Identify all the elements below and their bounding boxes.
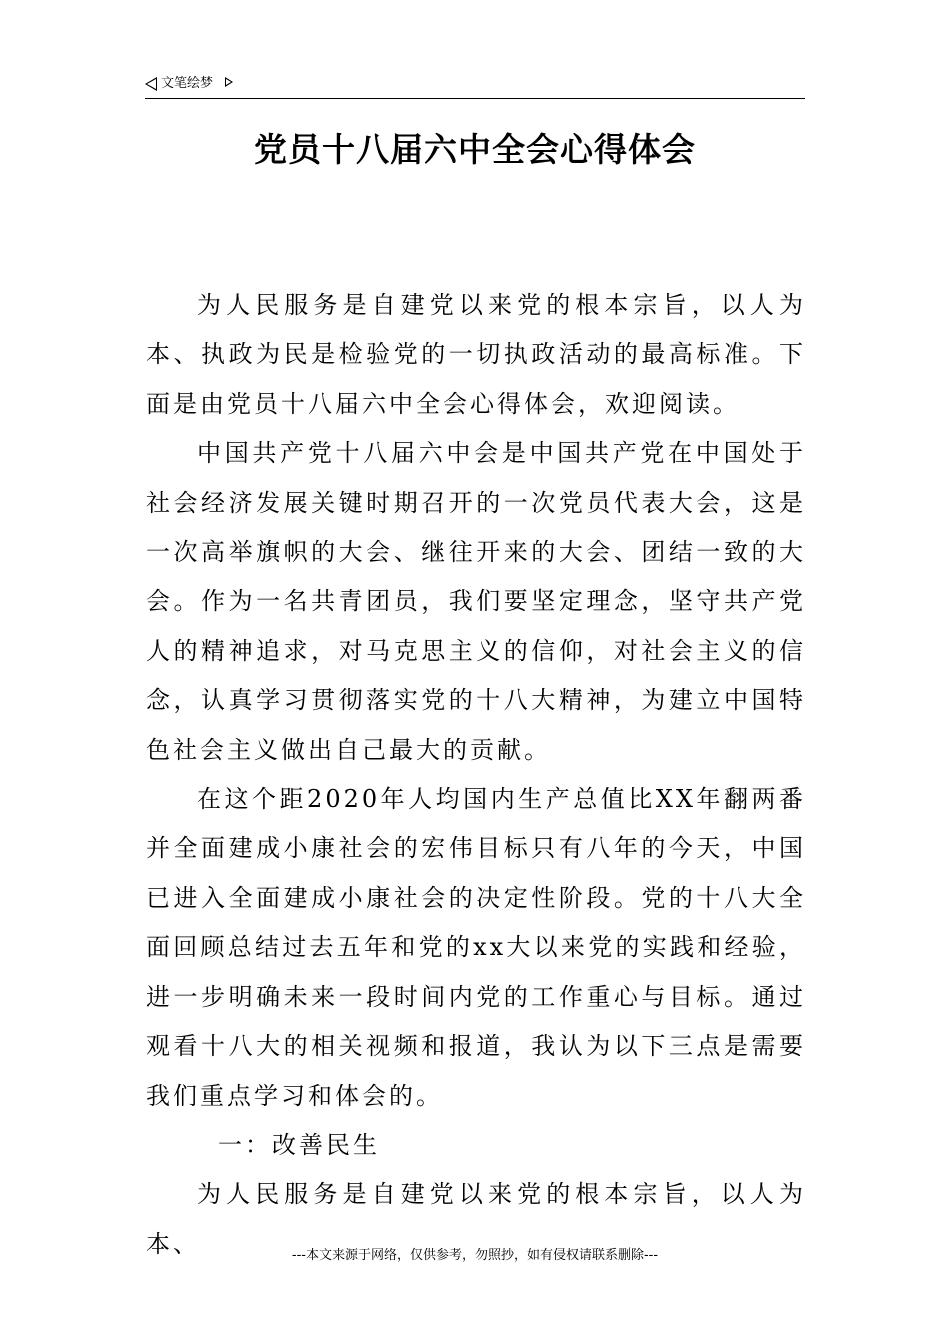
page-header	[145, 74, 805, 99]
header-brand	[145, 76, 233, 92]
paragraph: 在这个距2020年人均国内生产总值比XX年翻两番并全面建成小康社会的宏伟目标只有八年的今天，中国已进入全面建成小康社会的决定性阶段。党的十八大全面回顾总结过去五年和党的xx大以来党的实践和经验，进一步明确未来一段时间内党的工作重心与目标。通过观看十八大的相关视频和报道，我认为以下三点是需要我们重点学习和体会的。	[146, 785, 806, 1110]
footer-notice: ---本文来源于网络，仅供参考，勿照抄，如有侵权请联系删除---	[291, 1248, 659, 1263]
document-title: 党员十八届六中全会心得体会	[254, 130, 696, 169]
section-heading: 一：改善民生	[218, 1130, 380, 1159]
header-label: 文笔绘梦	[161, 76, 214, 91]
paragraph: 为人民服务是自建党以来党的根本宗旨，以人为本、执政为民是检验党的一切执政活动的最高标准。下面是由党员十八届六中全会心得体会，欢迎阅读。	[146, 291, 806, 418]
paragraph: 为人民服务是自建党以来党的根本宗旨，以人为本、	[146, 1180, 806, 1258]
paragraph: 中国共产党十八届六中会是中国共产党在中国处于社会经济发展关键时期召开的一次党员代表大会，这是一次高举旗帜的大会、继往开来的大会、团结一致的大会。作为一名共青团员，我们要坚定理念，坚守共产党人的精神追求，对马克思主义的信仰，对社会主义的信念，认真学习贯彻落实党的十八大精神，为建立中国特色社会主义做出自己最大的贡献。	[146, 439, 806, 764]
triangle-right-icon	[225, 77, 233, 87]
triangle-left-icon	[145, 77, 157, 91]
document-body	[146, 281, 806, 1269]
